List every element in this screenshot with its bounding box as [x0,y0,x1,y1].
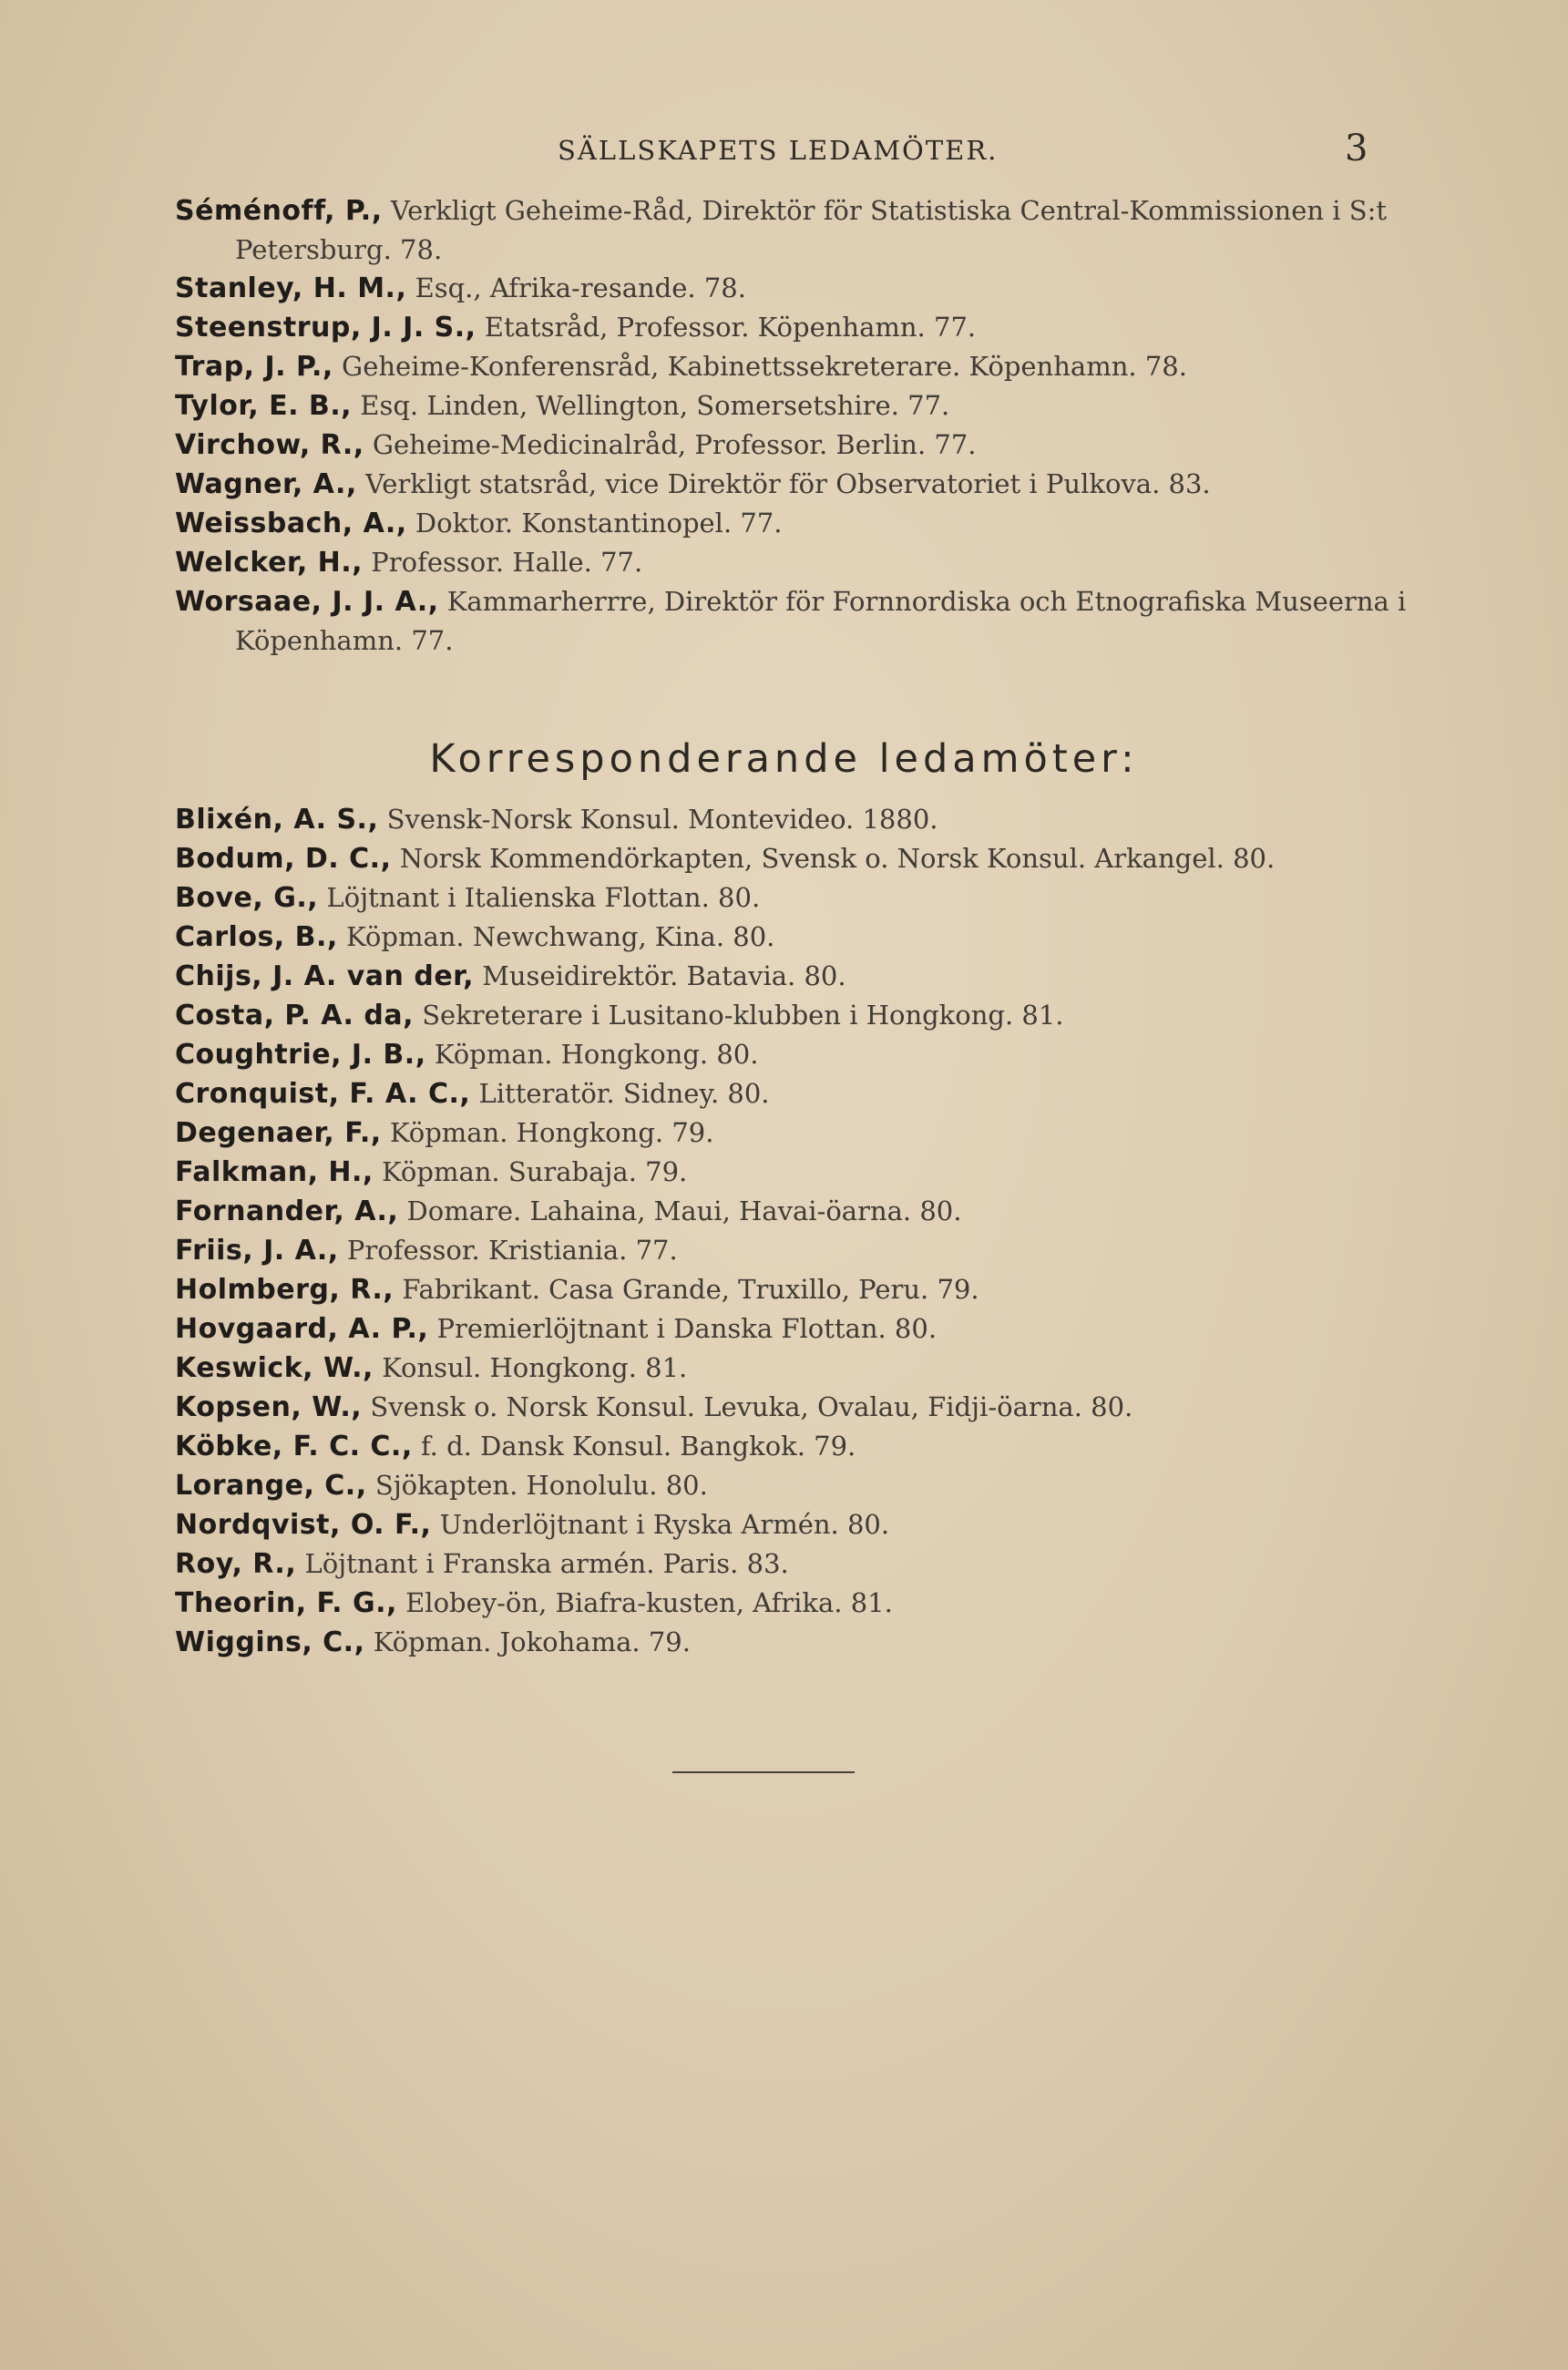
member-details: Sjökapten. Honolulu. 80. [374,1470,708,1501]
member-entry [175,426,1396,465]
corresponding-entry [175,839,1396,878]
member-details: Köpman. Newchwang, Kina. 80. [346,921,775,952]
member-name: Bodum, D. C., [175,843,392,875]
corresponding-entry [175,1231,1396,1270]
member-entry [175,465,1396,504]
member-name: Falkman, H., [175,1156,374,1188]
member-name: Trap, J. P., [175,351,333,383]
corresponding-entry [175,1505,1396,1544]
member-details: f. d. Dansk Konsul. Bangkok. 79. [420,1431,856,1462]
member-details: Professor. Halle. 77. [371,547,643,578]
corresponding-list [175,800,1396,1662]
member-details: Verkligt Geheime-Råd, Direktör för Statistiska Central-Kommissionen i S:t Petersburg. 78. [235,195,1388,265]
member-name: Friis, J. A., [175,1235,339,1267]
member-details: Norsk Kommendörkapten, Svensk o. Norsk Konsul. Arkangel. 80. [399,843,1276,874]
corresponding-entry [175,1074,1396,1113]
corresponding-entry [175,918,1396,957]
member-name: Holmberg, R., [175,1274,395,1306]
member-details: Fabrikant. Casa Grande, Truxillo, Peru. 79. [402,1274,979,1305]
member-details: Geheime-Konferensråd, Kabinettssekreterare. Köpenhamn. 78. [342,351,1187,382]
section-heading-corresponding: Korresponderande ledamöter: [429,736,1139,782]
corresponding-entry [175,996,1396,1035]
corresponding-entry [175,1427,1396,1466]
corresponding-entry [175,800,1396,839]
member-name: Theorin, F. G., [175,1587,397,1619]
member-name: Séménoff, P., [175,195,383,227]
member-details: Professor. Kristiania. 77. [346,1235,678,1266]
member-name: Fornander, A., [175,1195,399,1227]
corresponding-entry [175,957,1396,996]
corresponding-entry [175,1192,1396,1231]
corresponding-entry [175,1309,1396,1349]
corresponding-entry [175,1623,1396,1662]
member-name: Costa, P. A. da, [175,1000,414,1031]
member-name: Wiggins, C., [175,1626,365,1658]
member-details: Köpman. Hongkong. 79. [389,1117,714,1148]
corresponding-entry [175,1270,1396,1309]
member-name: Cronquist, F. A. C., [175,1078,471,1110]
corresponding-entry [175,1349,1396,1388]
corresponding-entry [175,1388,1396,1427]
member-details: Etatsråd, Professor. Köpenhamn. 77. [484,312,977,343]
member-details: Verkligt statsråd, vice Direktör för Observatoriet i Pulkova. 83. [364,468,1211,499]
member-entry [175,504,1396,543]
member-entry [175,543,1396,582]
member-details: Doktor. Konstantinopel. 77. [415,508,783,539]
member-name: Lorange, C., [175,1470,367,1502]
member-name: Chijs, J. A. van der, [175,960,474,992]
member-name: Coughtrie, J. B., [175,1039,426,1071]
member-name: Degenaer, F., [175,1117,382,1149]
member-name: Roy, R., [175,1548,297,1580]
member-name: Virchow, R., [175,429,364,461]
member-details: Underlöjtnant i Ryska Armén. 80. [439,1509,890,1540]
member-entry [175,582,1447,660]
corresponding-entry [175,1466,1396,1505]
corresponding-entry [175,1153,1396,1192]
member-name: Welcker, H., [175,547,364,579]
member-entry [175,269,1396,308]
member-details: Domare. Lahaina, Maui, Havai-öarna. 80. [406,1195,962,1226]
member-name: Hovgaard, A. P., [175,1313,429,1345]
member-details: Esq. Linden, Wellington, Somersetshire. 77. [360,390,950,421]
corresponding-entry [175,1544,1396,1584]
member-details: Konsul. Hongkong. 81. [382,1352,688,1383]
member-details: Elobey-ön, Biafra-kusten, Afrika. 81. [405,1587,893,1618]
member-details: Löjtnant i Franska armén. Paris. 83. [304,1548,789,1579]
member-name: Worsaae, J. J. A., [175,586,439,618]
member-entry [175,308,1396,347]
member-name: Keswick, W., [175,1352,374,1384]
member-name: Carlos, B., [175,921,338,953]
member-details: Esq., Afrika-resande. 78. [415,272,746,303]
corresponding-entry [175,1584,1396,1623]
member-name: Nordqvist, O. F., [175,1509,432,1541]
member-details: Litteratör. Sidney. 80. [478,1078,770,1109]
member-name: Köbke, F. C. C., [175,1431,413,1462]
member-details: Löjtnant i Italienska Flottan. 80. [326,882,761,913]
member-entry [175,347,1396,386]
member-details: Premierlöjtnant i Danska Flottan. 80. [436,1313,938,1344]
member-details: Köpman. Jokohama. 79. [373,1626,691,1657]
member-details: Köpman. Hongkong. 80. [434,1039,759,1070]
member-name: Wagner, A., [175,468,357,500]
corresponding-entry [175,1113,1396,1153]
member-details: Köpman. Surabaja. 79. [382,1156,688,1187]
member-name: Kopsen, W., [175,1391,363,1423]
closing-rule [672,1771,855,1773]
member-details: Sekreterare i Lusitano-klubben i Hongkong. 81. [422,1000,1064,1031]
member-name: Blixén, A. S., [175,804,379,836]
member-name: Weissbach, A., [175,508,407,539]
member-details: Geheime-Medicinalråd, Professor. Berlin. 77. [372,429,977,460]
corresponding-entry [175,878,1396,918]
member-details: Svensk o. Norsk Konsul. Levuka, Ovalau, Fidji-öarna. 80. [370,1391,1133,1422]
members-list [175,191,1407,660]
member-name: Bove, G., [175,882,319,914]
member-entry [175,386,1396,426]
member-details: Svensk-Norsk Konsul. Montevideo. 1880. [386,804,938,835]
member-name: Steenstrup, J. J. S., [175,312,477,344]
corresponding-entry [175,1035,1396,1074]
member-details: Museidirektör. Batavia. 80. [482,960,846,991]
member-entry [175,191,1429,269]
member-name: Tylor, E. B., [175,390,353,422]
member-details: Kammarherrre, Direktör för Fornnordiska och Etnografiska Museerna i Köpenhamn. 77. [235,586,1407,656]
running-title: SÄLLSKAPETS LEDAMÖTER. [558,135,999,166]
page-number: 3 [1345,128,1368,169]
member-name: Stanley, H. M., [175,272,407,304]
